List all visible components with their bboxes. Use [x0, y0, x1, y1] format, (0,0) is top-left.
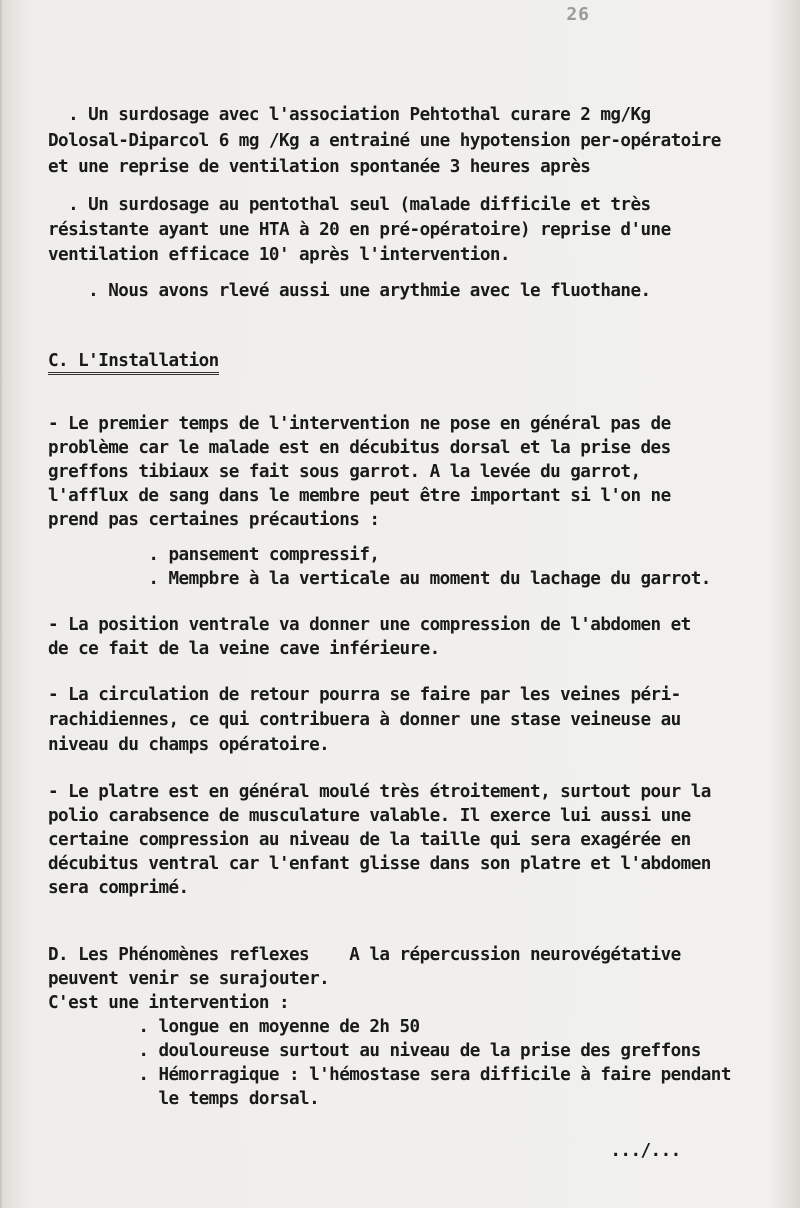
text-line: . Un surdosage avec l'association Pehtothal curare 2 mg/Kg: [48, 105, 651, 125]
text-line: rachidiennes, ce qui contribuera à donner une stase veineuse au: [48, 710, 681, 730]
list-item: . douloureuse surtout au niveau de la prise des greffons: [48, 1041, 701, 1061]
text-line: l'afflux de sang dans le membre peut être important si l'on ne: [48, 486, 671, 506]
continuation-mark: .../...: [48, 1141, 681, 1161]
text-line: de ce fait de la veine cave inférieure.: [48, 639, 440, 659]
text-line: sera comprimé.: [48, 878, 189, 898]
text-line: C'est une intervention :: [48, 993, 290, 1013]
text-line: - La circulation de retour pourra se faire par les veines péri-: [48, 685, 681, 705]
text-line: décubitus ventral car l'enfant glisse dans son platre et l'abdomen: [48, 854, 711, 874]
text-line: Dolosal-Diparcol 6 mg /Kg a entrainé une hypotension per-opératoire: [48, 131, 721, 151]
text-line: . Un surdosage au pentothal seul (malade difficile et très: [48, 195, 651, 215]
list-item: . pansement compressif,: [48, 545, 380, 565]
text-line: et une reprise de ventilation spontanée 3 heures après: [48, 157, 591, 177]
text-line: - Le premier temps de l'intervention ne pose en général pas de: [48, 414, 671, 434]
text-line: problème car le malade est en décubitus dorsal et la prise des: [48, 438, 671, 458]
text-line: résistante ayant une HTA à 20 en pré-opératoire) reprise d'une: [48, 220, 671, 240]
text-line: . Nous avons rlevé aussi une arythmie avec le fluothane.: [48, 281, 651, 301]
page-edge: [0, 0, 2, 1208]
text-line: - La position ventrale va donner une compression de l'abdomen et: [48, 615, 691, 635]
text-line: certaine compression au niveau de la taille qui sera exagérée en: [48, 830, 691, 850]
section-heading-label: C. L'Installation: [48, 351, 219, 375]
text-line: prend pas certaines précautions :: [48, 510, 380, 530]
list-item: . Hémorragique : l'hémostase sera difficile à faire pendant: [48, 1065, 731, 1085]
text-line: niveau du champs opératoire.: [48, 735, 330, 755]
text-line: peuvent venir se surajouter.: [48, 969, 330, 989]
list-item: . Mempbre à la verticale au moment du lachage du garrot.: [48, 569, 711, 589]
text-line: polio carabsence de musculature valable. Il exerce lui aussi une: [48, 806, 691, 826]
section-heading-d: D. Les Phénomènes reflexes A la répercussion neurovégétative: [48, 945, 681, 965]
text-line: ventilation efficace 10' après l'intervention.: [48, 245, 510, 265]
text-line: - Le platre est en général moulé très étroitement, surtout pour la: [48, 782, 711, 802]
page-number-mark: 26: [566, 4, 590, 25]
list-item: le temps dorsal.: [48, 1089, 320, 1109]
list-item: . longue en moyenne de 2h 50: [48, 1017, 420, 1037]
text-line: greffons tibiaux se fait sous garrot. A la levée du garrot,: [48, 462, 641, 482]
section-heading: [48, 350, 219, 372]
